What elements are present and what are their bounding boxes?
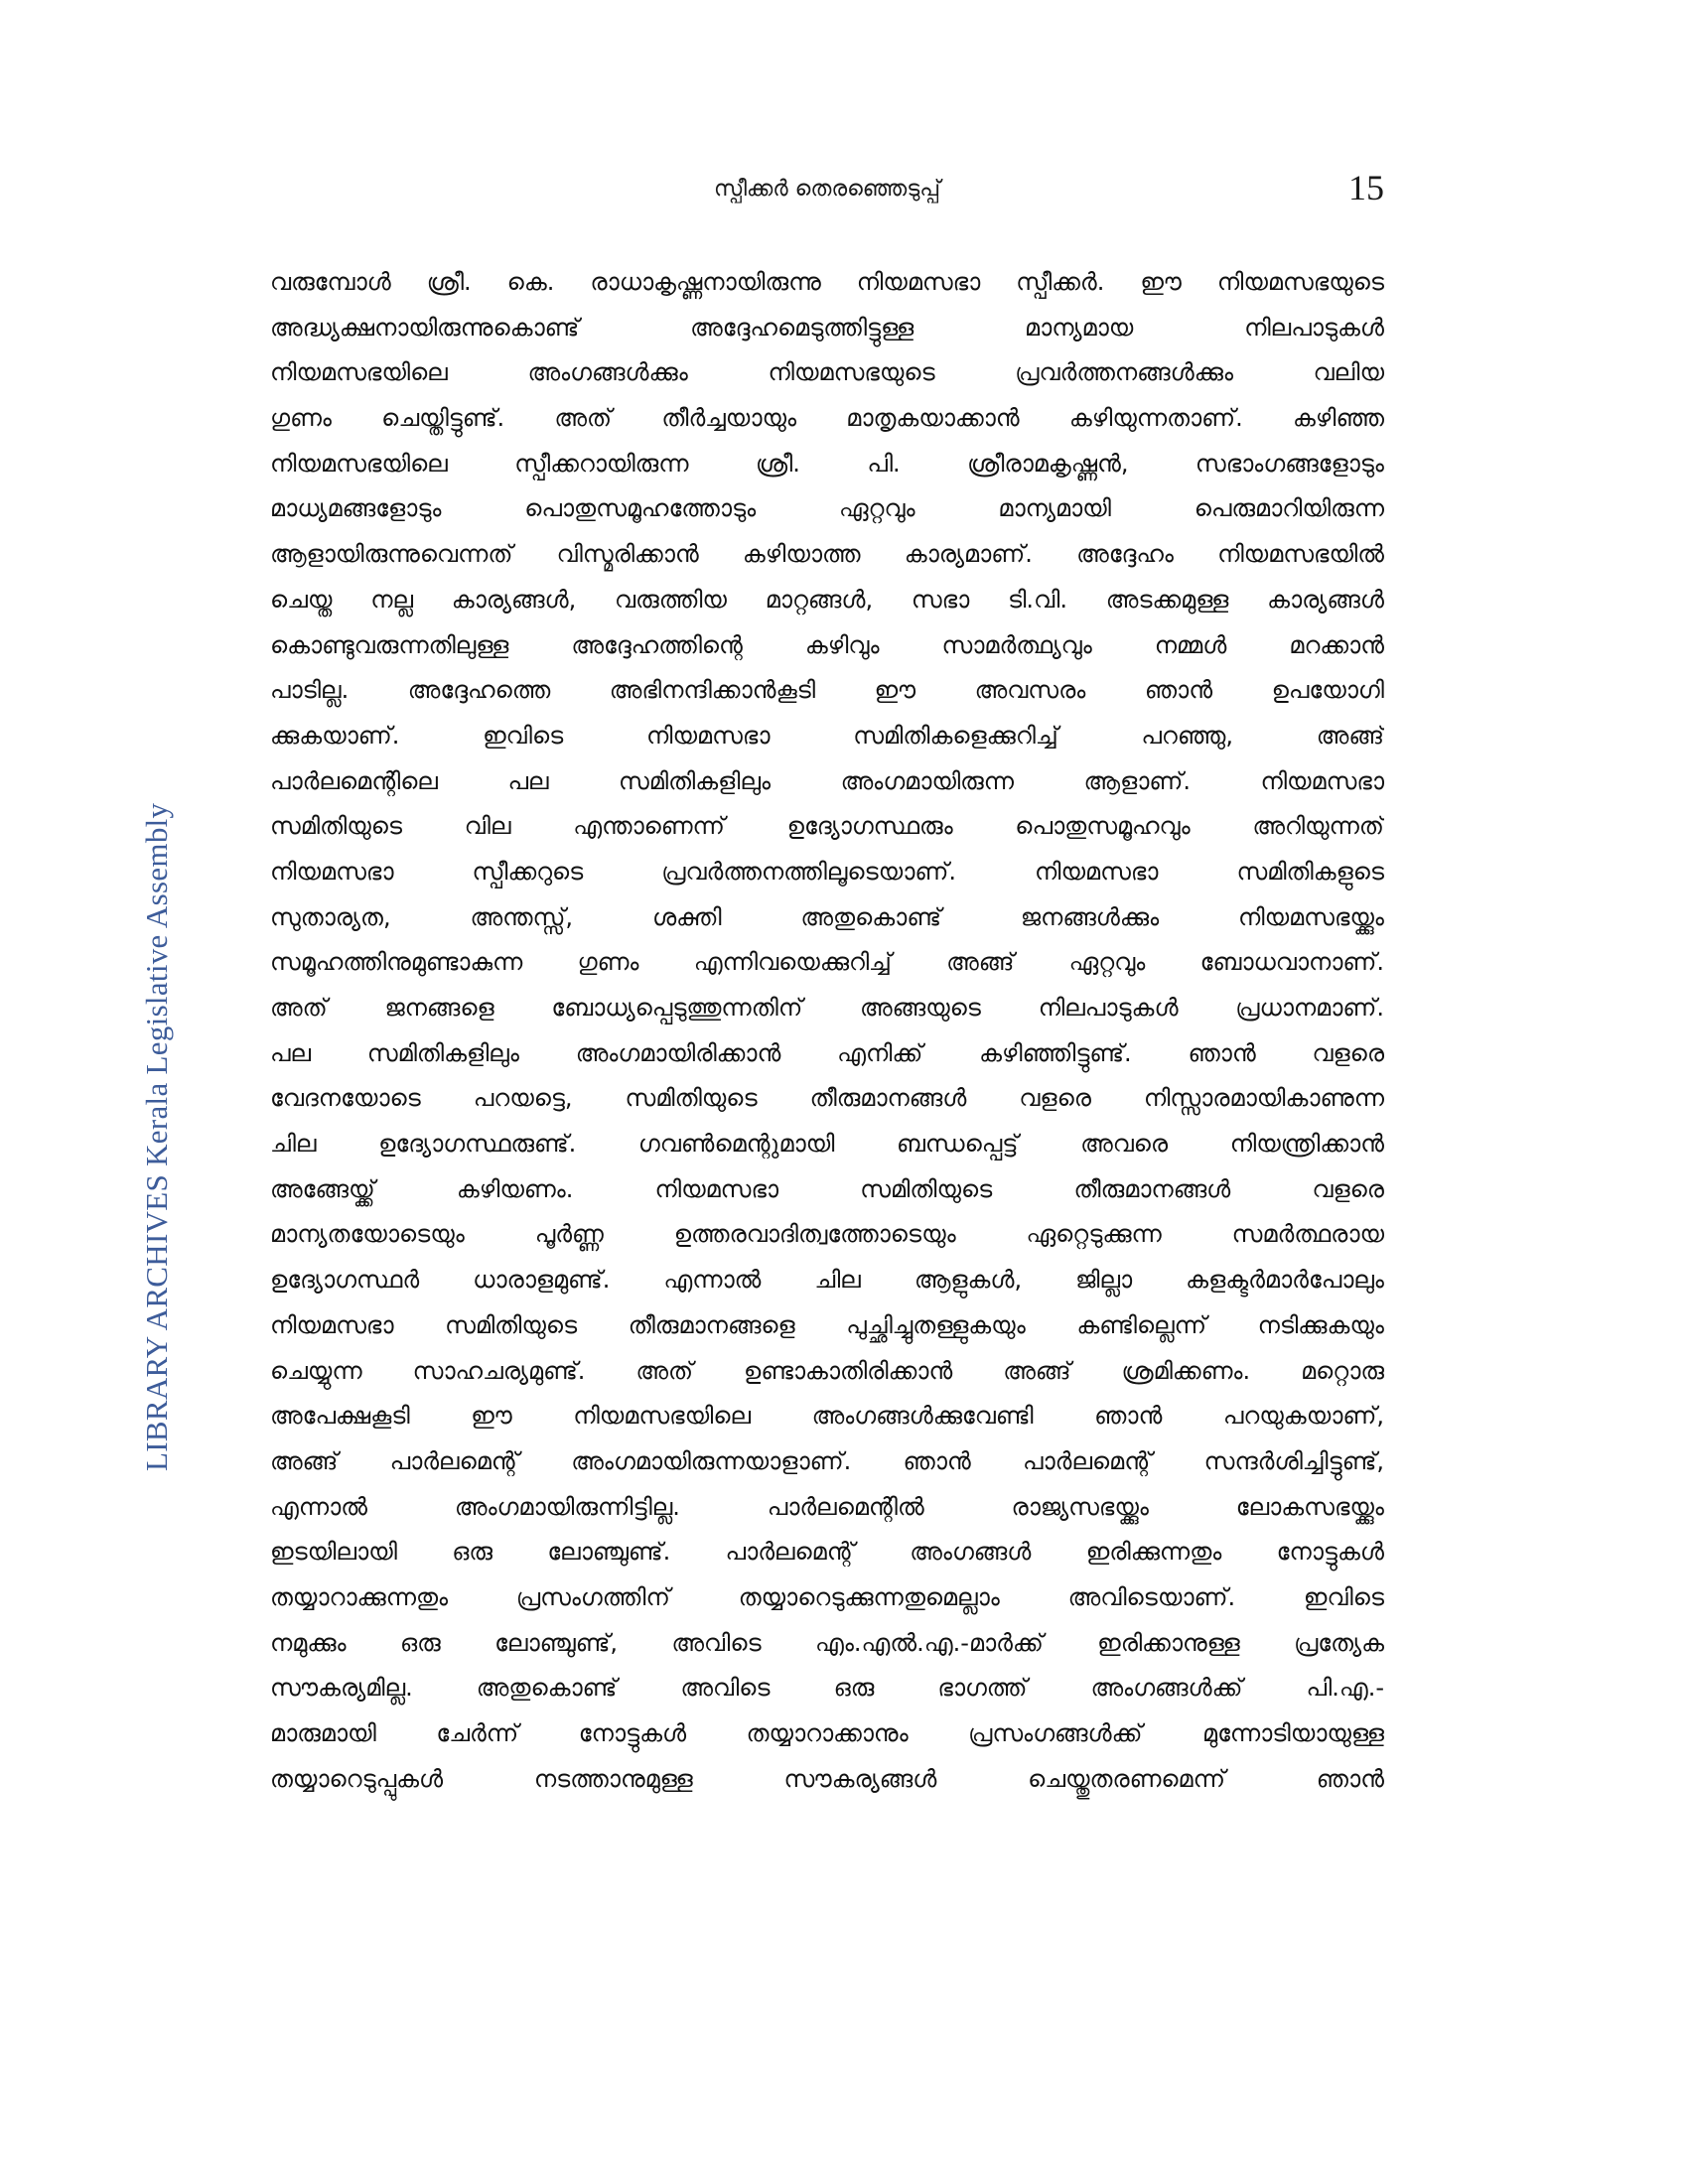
text-line: അദ്ധ്യക്ഷനായിരുന്നുകൊണ്ട് അദ്ദേഹമെടുത്തിട്ടുള്ള മാന്യമായ നിലപാടുകൾ	[270, 313, 1384, 341]
text-line: ഉദ്യോഗസ്ഥർ ധാരാളമുണ്ട്. എന്നാൽ ചില ആളുകൾ, ജില്ലാ കളക്ടർമാർപോലും	[270, 1266, 1384, 1295]
text-line: ചെയ്യുന്ന സാഹചര്യമുണ്ട്. അത് ഉണ്ടാകാതിരിക്കാൻ അങ്ങ് ശ്രമിക്കണം. മറ്റൊരു	[270, 1356, 1384, 1385]
page-number: 15	[1348, 168, 1384, 207]
body-text	[270, 260, 1384, 1802]
archive-watermark: LIBRARY ARCHIVES Kerala Legislative Assembly	[139, 802, 174, 1471]
text-line: മാധ്യമങ്ങളോടും പൊതുസമൂഹത്തോടും ഏറ്റവും മാന്യമായി പെരുമാറിയിരുന്ന	[270, 494, 1384, 523]
text-line: ഇടയിലായി ഒരു ലോഞ്ചുണ്ട്. പാർലമെന്റ് അംഗങ്ങൾ ഇരിക്കുന്നതും നോട്ടുകൾ	[270, 1538, 1384, 1567]
text-line: തയ്യാറെടുപ്പുകൾ നടത്താനുമുള്ള സൗകര്യങ്ങൾ ചെയ്തുതരണമെന്ന് ഞാൻ	[270, 1764, 1384, 1793]
text-line: ആളായിരുന്നുവെന്നത് വിസ്മരിക്കാൻ കഴിയാത്ത കാര്യമാണ്. അദ്ദേഹം നിയമസഭയിൽ	[270, 540, 1384, 569]
text-line: വരുമ്പോൾ ശ്രീ. കെ. രാധാകൃഷ്ണനായിരുന്നു നിയമസഭാ സ്പീക്കർ. ഈ നിയമസഭയുടെ	[270, 268, 1384, 296]
text-line: പാർലമെന്റിലെ പല സമിതികളിലും അംഗമായിരുന്ന ആളാണ്. നിയമസഭാ	[270, 766, 1384, 795]
text-line: ചില ഉദ്യോഗസ്ഥരുണ്ട്. ഗവൺമെന്റുമായി ബന്ധപ്പെട്ട് അവരെ നിയന്ത്രിക്കാൻ	[270, 1130, 1384, 1159]
text-line: അങ്ങ് പാർലമെന്റ് അംഗമായിരുന്നയാളാണ്. ഞാൻ പാർലമെന്റ് സന്ദർശിച്ചിട്ടുണ്ട്,	[270, 1446, 1384, 1475]
text-line: അപേക്ഷകൂടി ഈ നിയമസഭയിലെ അംഗങ്ങൾക്കുവേണ്ടി ഞാൻ പറയുകയാണ്,	[270, 1402, 1384, 1431]
text-line: ക്കുകയാണ്. ഇവിടെ നിയമസഭാ സമിതികളെക്കുറിച്ച് പറഞ്ഞു, അങ്ങ്	[270, 721, 1384, 750]
text-line: മാരുമായി ചേർന്ന് നോട്ടുകൾ തയ്യാറാക്കാനും പ്രസംഗങ്ങൾക്ക് മുന്നോടിയായുള്ള	[270, 1719, 1384, 1747]
text-line: നിയമസഭയിലെ അംഗങ്ങൾക്കും നിയമസഭയുടെ പ്രവർത്തനങ്ങൾക്കും വലിയ	[270, 358, 1384, 387]
text-line: അങ്ങേയ്ക്ക് കഴിയണം. നിയമസഭാ സമിതിയുടെ തീരുമാനങ്ങൾ വളരെ	[270, 1174, 1384, 1203]
text-line: സൗകര്യമില്ല. അതുകൊണ്ട് അവിടെ ഒരു ഭാഗത്ത് അംഗങ്ങൾക്ക് പി.എ.-	[270, 1674, 1384, 1703]
running-header	[270, 167, 1384, 226]
text-line: പാടില്ല. അദ്ദേഹത്തെ അഭിനന്ദിക്കാൻകൂടി ഈ അവസരം ഞാൻ ഉപയോഗി	[270, 676, 1384, 705]
text-line: കൊണ്ടുവരുന്നതിലുള്ള അദ്ദേഹത്തിന്റെ കഴിവും സാമർത്ഥ്യവും നമ്മൾ മറക്കാൻ	[270, 630, 1384, 659]
running-title: സ്പീക്കർ തെരഞ്ഞെടുപ്പ്	[713, 177, 940, 202]
text-line: നിയമസഭയിലെ സ്പീക്കറായിരുന്ന ശ്രീ. പി. ശ്രീരാമകൃഷ്ണൻ, സഭാംഗങ്ങളോടും	[270, 449, 1384, 478]
text-line: വേദനയോടെ പറയട്ടെ, സമിതിയുടെ തീരുമാനങ്ങൾ വളരെ നിസ്സാരമായികാണുന്ന	[270, 1084, 1384, 1113]
text-line: തയ്യാറാക്കുന്നതും പ്രസംഗത്തിന് തയ്യാറെടുക്കുന്നതുമെല്ലാം അവിടെയാണ്. ഇവിടെ	[270, 1582, 1384, 1611]
text-line: എന്നാൽ അംഗമായിരുന്നിട്ടില്ല. പാർലമെന്റിൽ രാജ്യസഭയ്ക്കും ലോകസഭയ്ക്കും	[270, 1492, 1384, 1521]
text-line: സമിതിയുടെ വില എന്താണെന്ന് ഉദ്യോഗസ്ഥരും പൊതുസമൂഹവും അറിയുന്നത്	[270, 812, 1384, 841]
text-line: മാന്യതയോടെയും പൂർണ്ണ ഉത്തരവാദിത്വത്തോടെയും ഏറ്റെടുക്കുന്ന സമർത്ഥരായ	[270, 1220, 1384, 1249]
text-line: നിയമസഭാ സ്പീക്കറുടെ പ്രവർത്തനത്തിലൂടെയാണ്. നിയമസഭാ സമിതികളുടെ	[270, 857, 1384, 886]
text-line: പല സമിതികളിലും അംഗമായിരിക്കാൻ എനിക്ക് കഴിഞ്ഞിട്ടുണ്ട്. ഞാൻ വളരെ	[270, 1038, 1384, 1067]
text-line: നിയമസഭാ സമിതിയുടെ തീരുമാനങ്ങളെ പുച്ഛിച്ചുതള്ളുകയും കണ്ടില്ലെന്ന് നടിക്കുകയും	[270, 1310, 1384, 1339]
text-line: ഗുണം ചെയ്തിട്ടുണ്ട്. അത് തീർച്ചയായും മാതൃകയാക്കാൻ കഴിയുന്നതാണ്. കഴിഞ്ഞ	[270, 404, 1384, 433]
text-line: ചെയ്ത നല്ല കാര്യങ്ങൾ, വരുത്തിയ മാറ്റങ്ങൾ, സഭാ ടി.വി. അടക്കമുള്ള കാര്യങ്ങൾ	[270, 585, 1384, 614]
text-line: സുതാര്യത, അന്തസ്സ്, ശക്തി അതുകൊണ്ട് ജനങ്ങൾക്കും നിയമസഭയ്ക്കും	[270, 902, 1384, 931]
text-line: അത് ജനങ്ങളെ ബോധ്യപ്പെടുത്തുന്നതിന് അങ്ങയുടെ നിലപാടുകൾ പ്രധാനമാണ്.	[270, 994, 1384, 1022]
text-line: സമൂഹത്തിനുമുണ്ടാകുന്ന ഗുണം എന്നിവയെക്കുറിച്ച് അങ്ങ് ഏറ്റവും ബോധവാനാണ്.	[270, 948, 1384, 977]
text-line: നമുക്കും ഒരു ലോഞ്ചുണ്ട്, അവിടെ എം.എൽ.എ.-മാർക്ക് ഇരിക്കാനുള്ള പ്രത്യേക	[270, 1628, 1384, 1657]
